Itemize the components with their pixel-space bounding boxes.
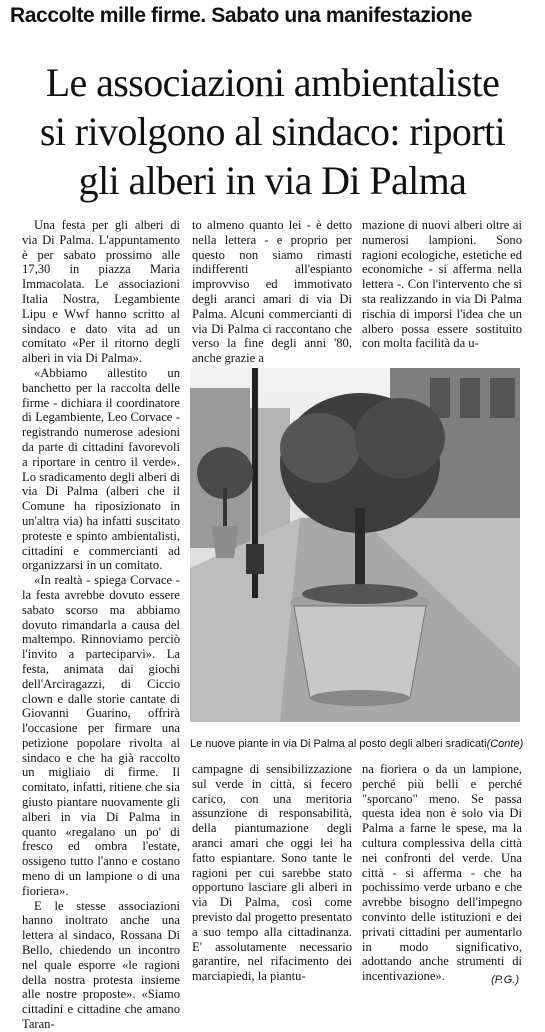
- street-photo: [190, 368, 520, 722]
- paragraph: E le stesse associazioni hanno inoltrato anche una lettera al sindaco, Rossana Di Bello, chiedendo un incontro nel quale esporre «le ragioni della nostra protesta insieme alle nostre proposte». «Siamo cittadini e cittadine che amano Taran-: [22, 898, 180, 1032]
- article-column-2: [192, 218, 352, 373]
- photo-credit: (Conte): [486, 738, 524, 750]
- article-column-2-bottom: [192, 762, 352, 984]
- paragraph: mazione di nuovi alberi oltre ai numerosi lampioni. Sono ragioni ecologiche, estetiche ed economiche - si afferma nella lettera -. Con l'intervento che si sta realizzando in via Di Palma rischia di imporsi l'idea che un albero possa essere sostituito con molta facilità da u-: [362, 218, 522, 351]
- paragraph: na fioriera o da un lampione, perché più belli e perché "sporcano" meno. Se passa questa idea non è solo via Di Palma a farne le spese, ma la cultura complessiva della città nei confronti del verde. Una città - si afferma - che ha pochissimo verde urbano e che avrebbe bisogno dell'impegno convinto delle istituzioni e dei privati cittadini per aumentarlo in modo significativo, adottando anche strumenti di incentivazione».: [362, 762, 522, 984]
- street-trees-image: [190, 368, 520, 722]
- headline-line-2: si rivolgono al sindaco: riporti: [39, 109, 506, 154]
- headline-line-1: Le associazioni ambientaliste: [45, 60, 500, 105]
- headline-line-3: gli alberi in via Di Palma: [78, 158, 467, 203]
- headline: [0, 58, 545, 205]
- paragraph: Una festa per gli alberi di via Di Palma. L'appuntamento è per sabato prossimo alle 17,30 in piazza Maria Immacolata. Le associazioni Italia Nostra, Legambiente Lipu e Wwf hanno scritto al sindaco e dato vita ad un comitato «Per il ritorno degli alberi in via Di Palma».: [22, 218, 180, 366]
- kicker: Raccolte mille firme. Sabato una manifestazione: [10, 4, 473, 27]
- caption-text: Le nuove piante in via Di Palma al posto degli alberi sradicati: [190, 738, 487, 750]
- paragraph: «Abbiamo allestito un banchetto per la raccolta delle firme - dichiara il coordinatore di Legambiente, Leo Corvace - registrando numerose adesioni da parte di cittadini favorevoli a riportare in centro il verde». Lo sradicamento degli alberi di via Di Palma (alberi che il Comune ha riposizionato in un'altra via) ha infatti suscitato proteste e spinto ambientalisti, cittadini e commercianti ad organizzarsi in un comitato.: [22, 365, 180, 573]
- author-signature: (P.G.): [491, 974, 519, 986]
- paragraph: «In realtà - spiega Corvace - la festa avrebbe dovuto essere sabato scorso ma abbiamo dovuto rimandarla a causa del maltempo. Rinnoviamo perciò l'invito a parteciparvi». La festa, animata dai giochi dell'Arciragazzi, di Ciccio clown e dalle storie cantate di Giovanni Guarino, offrirà l'occasione per firmare una petizione popolare rivolta al sindaco e che ha già raccolto un migliaio di firme. Il comitato, infatti, ritiene che sia giusto piantare nuovamente gli alberi in via Di Palma in quanto «regalano un po' di fresco ed ombra l'estate, ossigeno tutto l'anno e costano meno di un lampione o di una fioriera».: [22, 573, 180, 898]
- photo-caption: [190, 738, 522, 750]
- article-column-3: [362, 218, 522, 373]
- article-column-1: [22, 218, 180, 1032]
- paragraph: to almeno quanto lei - è detto nella lettera - e proprio per questo non siamo rimasti indifferenti all'espianto improvviso ed immotivato degli aranci amari di via Di Palma. Alcuni commercianti di via Di Palma ci raccontano che verso la fine degli anni '80, anche grazie a: [192, 218, 352, 366]
- article-column-3-bottom: [362, 762, 522, 984]
- paragraph: campagne di sensibilizzazione sul verde in città, si fecero carico, con una meritoria assunzione di responsabilità, della piantumazione degli aranci amari che oggi lei ha fatto espiantare. Sono tante le ragioni per cui sarebbe stato opportuno lasciare gli alberi in via Di Palma, così come previsto dal progetto presentato a suo tempo alla cittadinanza. E' assolutamente necessario garantire, nel rifacimento dei marciapiedi, la piantu-: [192, 762, 352, 984]
